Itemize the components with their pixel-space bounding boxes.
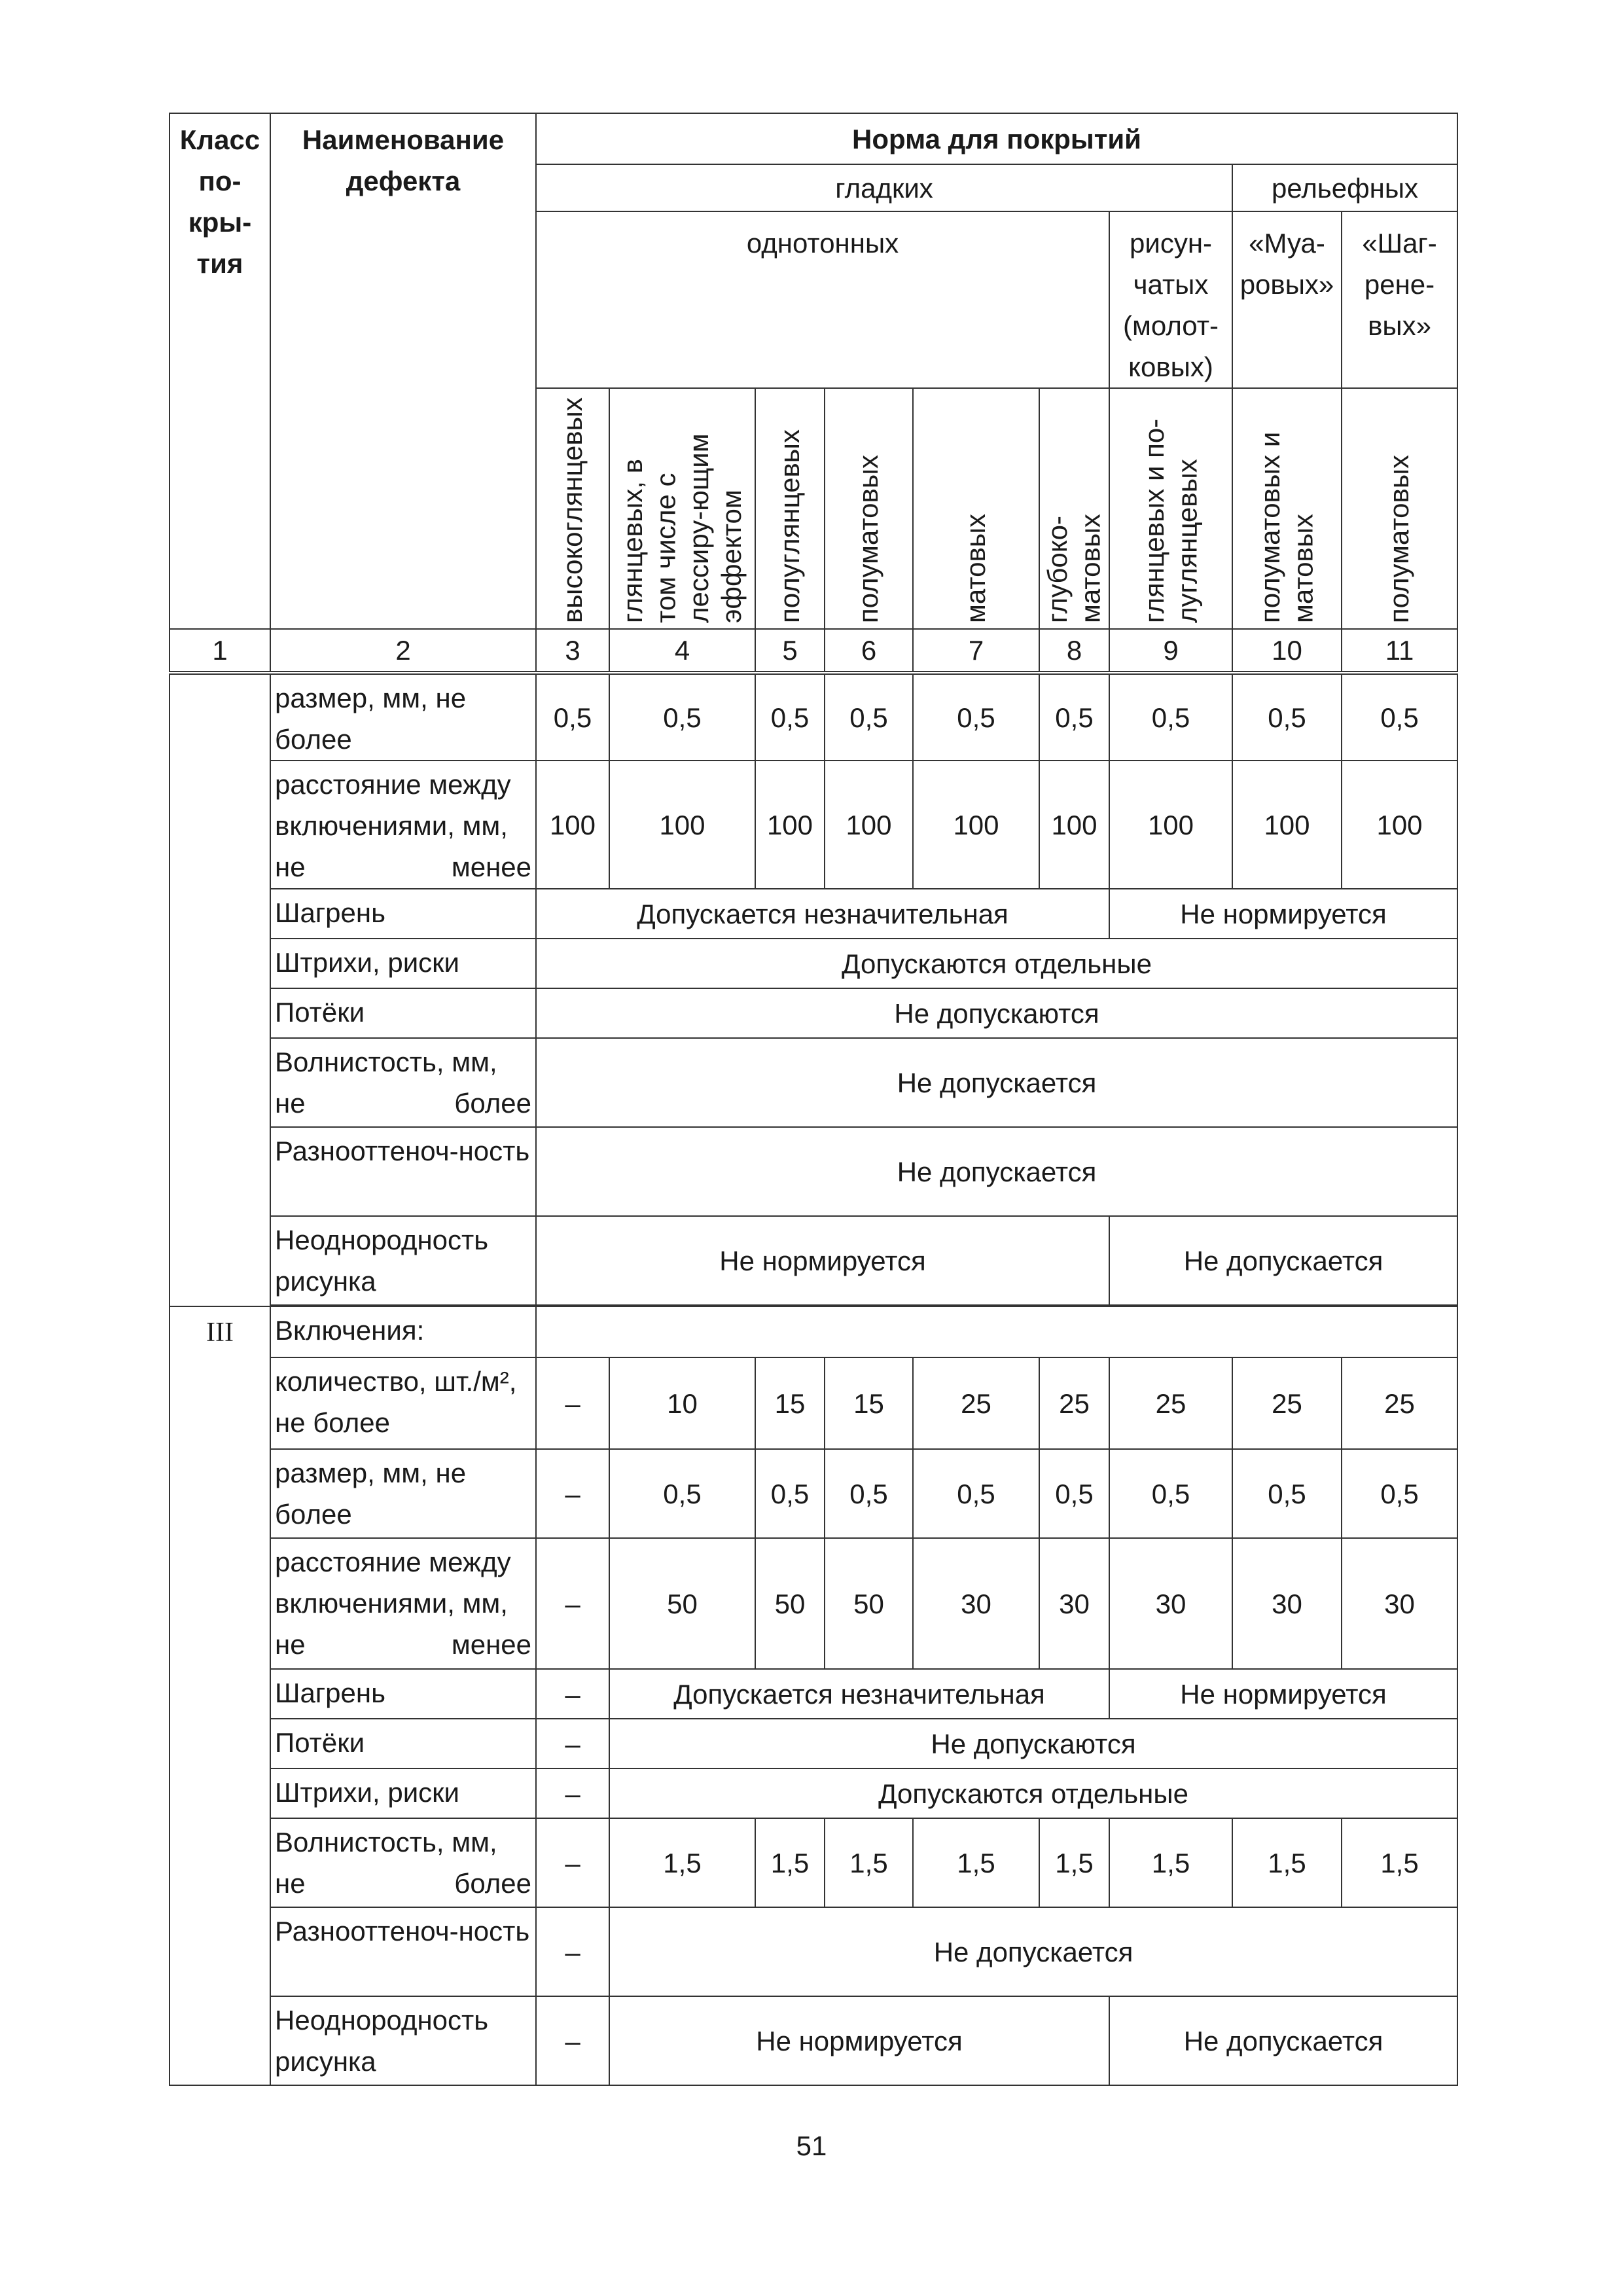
merged-value-cell: Не допускается — [536, 1038, 1457, 1127]
value-cell: 100 — [1232, 761, 1342, 889]
value-cell: 100 — [755, 761, 825, 889]
table-row — [169, 1818, 1457, 1907]
header-col-6: полуматовых — [825, 388, 913, 629]
value-cell: 0,5 — [1039, 1449, 1109, 1538]
value-cell: 0,5 — [1039, 673, 1109, 761]
table-row — [169, 889, 1457, 939]
row-label: Штрихи, риски — [270, 939, 536, 988]
col-number: 5 — [755, 629, 825, 673]
row-label: Волнистость, мм, не более — [270, 1818, 536, 1907]
value-cell: 25 — [913, 1357, 1039, 1449]
row-label: Разнооттеноч-ность — [270, 1127, 536, 1216]
col-number: 11 — [1342, 629, 1457, 673]
value-cell: – — [536, 1669, 609, 1719]
merged-value-cell: Не нормируется — [1109, 889, 1457, 939]
row-label: размер, мм, не более — [270, 1449, 536, 1538]
merged-value-cell: Допускается незначительная — [536, 889, 1109, 939]
header-norm-title: Норма для покрытий — [536, 113, 1457, 164]
row-label: Включения: — [270, 1306, 536, 1357]
value-cell: – — [536, 1357, 609, 1449]
table-row — [169, 1669, 1457, 1719]
value-cell: – — [536, 1538, 609, 1669]
empty-cell — [536, 1306, 1457, 1357]
value-cell: 0,5 — [1232, 1449, 1342, 1538]
header-col-8: глубоко-матовых — [1039, 388, 1109, 629]
value-cell: 100 — [825, 761, 913, 889]
header-moire: «Муа-ровых» — [1232, 211, 1342, 388]
merged-value-cell: Не допускаются — [609, 1719, 1457, 1768]
col-number: 4 — [609, 629, 755, 673]
header-smooth: гладких — [536, 164, 1232, 211]
table-row — [169, 1996, 1457, 2085]
value-cell: 50 — [755, 1538, 825, 1669]
table-row — [169, 1719, 1457, 1768]
value-cell: 15 — [755, 1357, 825, 1449]
value-cell: 100 — [1342, 761, 1457, 889]
value-cell: 100 — [1039, 761, 1109, 889]
row-label: размер, мм, не более — [270, 673, 536, 761]
col-number: 8 — [1039, 629, 1109, 673]
header-col-3: высокоглянцевых — [536, 388, 609, 629]
col-number: 1 — [169, 629, 270, 673]
merged-value-cell: Допускаются отдельные — [609, 1768, 1457, 1818]
header-col-9: глянцевых и по-луглянцевых — [1109, 388, 1232, 629]
value-cell: 0,5 — [825, 673, 913, 761]
value-cell: 30 — [913, 1538, 1039, 1669]
merged-value-cell: Не нормируется — [609, 1996, 1109, 2085]
table-row — [169, 761, 1457, 889]
header-defect-name: Наименование дефекта — [270, 113, 536, 629]
value-cell: 100 — [609, 761, 755, 889]
value-cell: 15 — [825, 1357, 913, 1449]
value-cell: 50 — [609, 1538, 755, 1669]
merged-value-cell: Не допускается — [1109, 1216, 1457, 1305]
value-cell: 0,5 — [755, 1449, 825, 1538]
merged-value-cell: Не допускается — [609, 1907, 1457, 1996]
class-cell-prev — [169, 673, 270, 1306]
value-cell: – — [536, 1719, 609, 1768]
value-cell: – — [536, 1907, 609, 1996]
table-row — [169, 1907, 1457, 1996]
class-cell-iii: III — [169, 1306, 270, 2085]
header-col-5: полуглянцевых — [755, 388, 825, 629]
row-label: Неоднородность рисунка — [270, 1996, 536, 2085]
value-cell: 25 — [1342, 1357, 1457, 1449]
value-cell: 10 — [609, 1357, 755, 1449]
table-row — [169, 1306, 1457, 1357]
value-cell: 0,5 — [1342, 673, 1457, 761]
header-col-10: полуматовых и матовых — [1232, 388, 1342, 629]
value-cell: 1,5 — [825, 1818, 913, 1907]
col-number: 6 — [825, 629, 913, 673]
value-cell: 50 — [825, 1538, 913, 1669]
table-row — [169, 673, 1457, 761]
header-shagreen: «Шаг-рене-вых» — [1342, 211, 1457, 388]
value-cell: 0,5 — [913, 673, 1039, 761]
table-row — [169, 988, 1457, 1038]
value-cell: – — [536, 1768, 609, 1818]
value-cell: 0,5 — [1109, 673, 1232, 761]
header-relief: рельефных — [1232, 164, 1457, 211]
value-cell: 1,5 — [755, 1818, 825, 1907]
table-row — [169, 1538, 1457, 1669]
value-cell: 1,5 — [1039, 1818, 1109, 1907]
value-cell: 25 — [1232, 1357, 1342, 1449]
table-row — [169, 1768, 1457, 1818]
merged-value-cell: Не допускается — [536, 1127, 1457, 1216]
table-row — [169, 1216, 1457, 1305]
defect-norm-table — [169, 113, 1458, 2086]
row-label: расстояние между включениями, мм, не менее — [270, 1538, 536, 1669]
value-cell: – — [536, 1818, 609, 1907]
row-label: расстояние между включениями, мм, не менее — [270, 761, 536, 889]
col-number: 9 — [1109, 629, 1232, 673]
header-patterned: рисун-чатых (молот-ковых) — [1109, 211, 1232, 388]
value-cell: 0,5 — [913, 1449, 1039, 1538]
value-cell: 1,5 — [1232, 1818, 1342, 1907]
row-label: Неоднородность рисунка — [270, 1216, 536, 1305]
value-cell: 0,5 — [1109, 1449, 1232, 1538]
row-label: Шагрень — [270, 889, 536, 939]
value-cell: 30 — [1109, 1538, 1232, 1669]
value-cell: 0,5 — [825, 1449, 913, 1538]
merged-value-cell: Не допускаются — [536, 988, 1457, 1038]
row-label: Штрихи, риски — [270, 1768, 536, 1818]
header-col-7: матовых — [913, 388, 1039, 629]
value-cell: 0,5 — [755, 673, 825, 761]
value-cell: 30 — [1039, 1538, 1109, 1669]
row-label: Разнооттеноч-ность — [270, 1907, 536, 1996]
merged-value-cell: Не допускается — [1109, 1996, 1457, 2085]
value-cell: – — [536, 1449, 609, 1538]
page-number: 51 — [796, 2130, 827, 2161]
value-cell: 30 — [1342, 1538, 1457, 1669]
merged-value-cell: Не нормируется — [536, 1216, 1109, 1305]
value-cell: 0,5 — [1342, 1449, 1457, 1538]
merged-value-cell: Допускается незначительная — [609, 1669, 1109, 1719]
col-number: 2 — [270, 629, 536, 673]
col-number: 10 — [1232, 629, 1342, 673]
value-cell: 1,5 — [1109, 1818, 1232, 1907]
value-cell: 100 — [1109, 761, 1232, 889]
value-cell: 0,5 — [536, 673, 609, 761]
header-col-11: полуматовых — [1342, 388, 1457, 629]
value-cell: 25 — [1109, 1357, 1232, 1449]
row-label: Потёки — [270, 988, 536, 1038]
value-cell: 100 — [536, 761, 609, 889]
value-cell: 100 — [913, 761, 1039, 889]
table-row — [169, 1127, 1457, 1216]
table-row — [169, 939, 1457, 988]
merged-value-cell: Не нормируется — [1109, 1669, 1457, 1719]
column-number-row — [169, 629, 1457, 673]
value-cell: 1,5 — [609, 1818, 755, 1907]
col-number: 7 — [913, 629, 1039, 673]
value-cell: 1,5 — [913, 1818, 1039, 1907]
row-label: количество, шт./м², не более — [270, 1357, 536, 1449]
header-plain: однотонных — [536, 211, 1109, 388]
merged-value-cell: Допускаются отдельные — [536, 939, 1457, 988]
table-row — [169, 1357, 1457, 1449]
value-cell: 30 — [1232, 1538, 1342, 1669]
header-class: Класс по-кры-тия — [169, 113, 270, 629]
table-row — [169, 1449, 1457, 1538]
value-cell: 0,5 — [609, 1449, 755, 1538]
row-label: Волнистость, мм, не более — [270, 1038, 536, 1127]
value-cell: 0,5 — [1232, 673, 1342, 761]
header-col-4: глянцевых, в том числе с лессиру-ющим эффектом — [609, 388, 755, 629]
value-cell: 0,5 — [609, 673, 755, 761]
value-cell: – — [536, 1996, 609, 2085]
row-label: Шагрень — [270, 1669, 536, 1719]
col-number: 3 — [536, 629, 609, 673]
row-label: Потёки — [270, 1719, 536, 1768]
table-row — [169, 1038, 1457, 1127]
value-cell: 1,5 — [1342, 1818, 1457, 1907]
value-cell: 25 — [1039, 1357, 1109, 1449]
